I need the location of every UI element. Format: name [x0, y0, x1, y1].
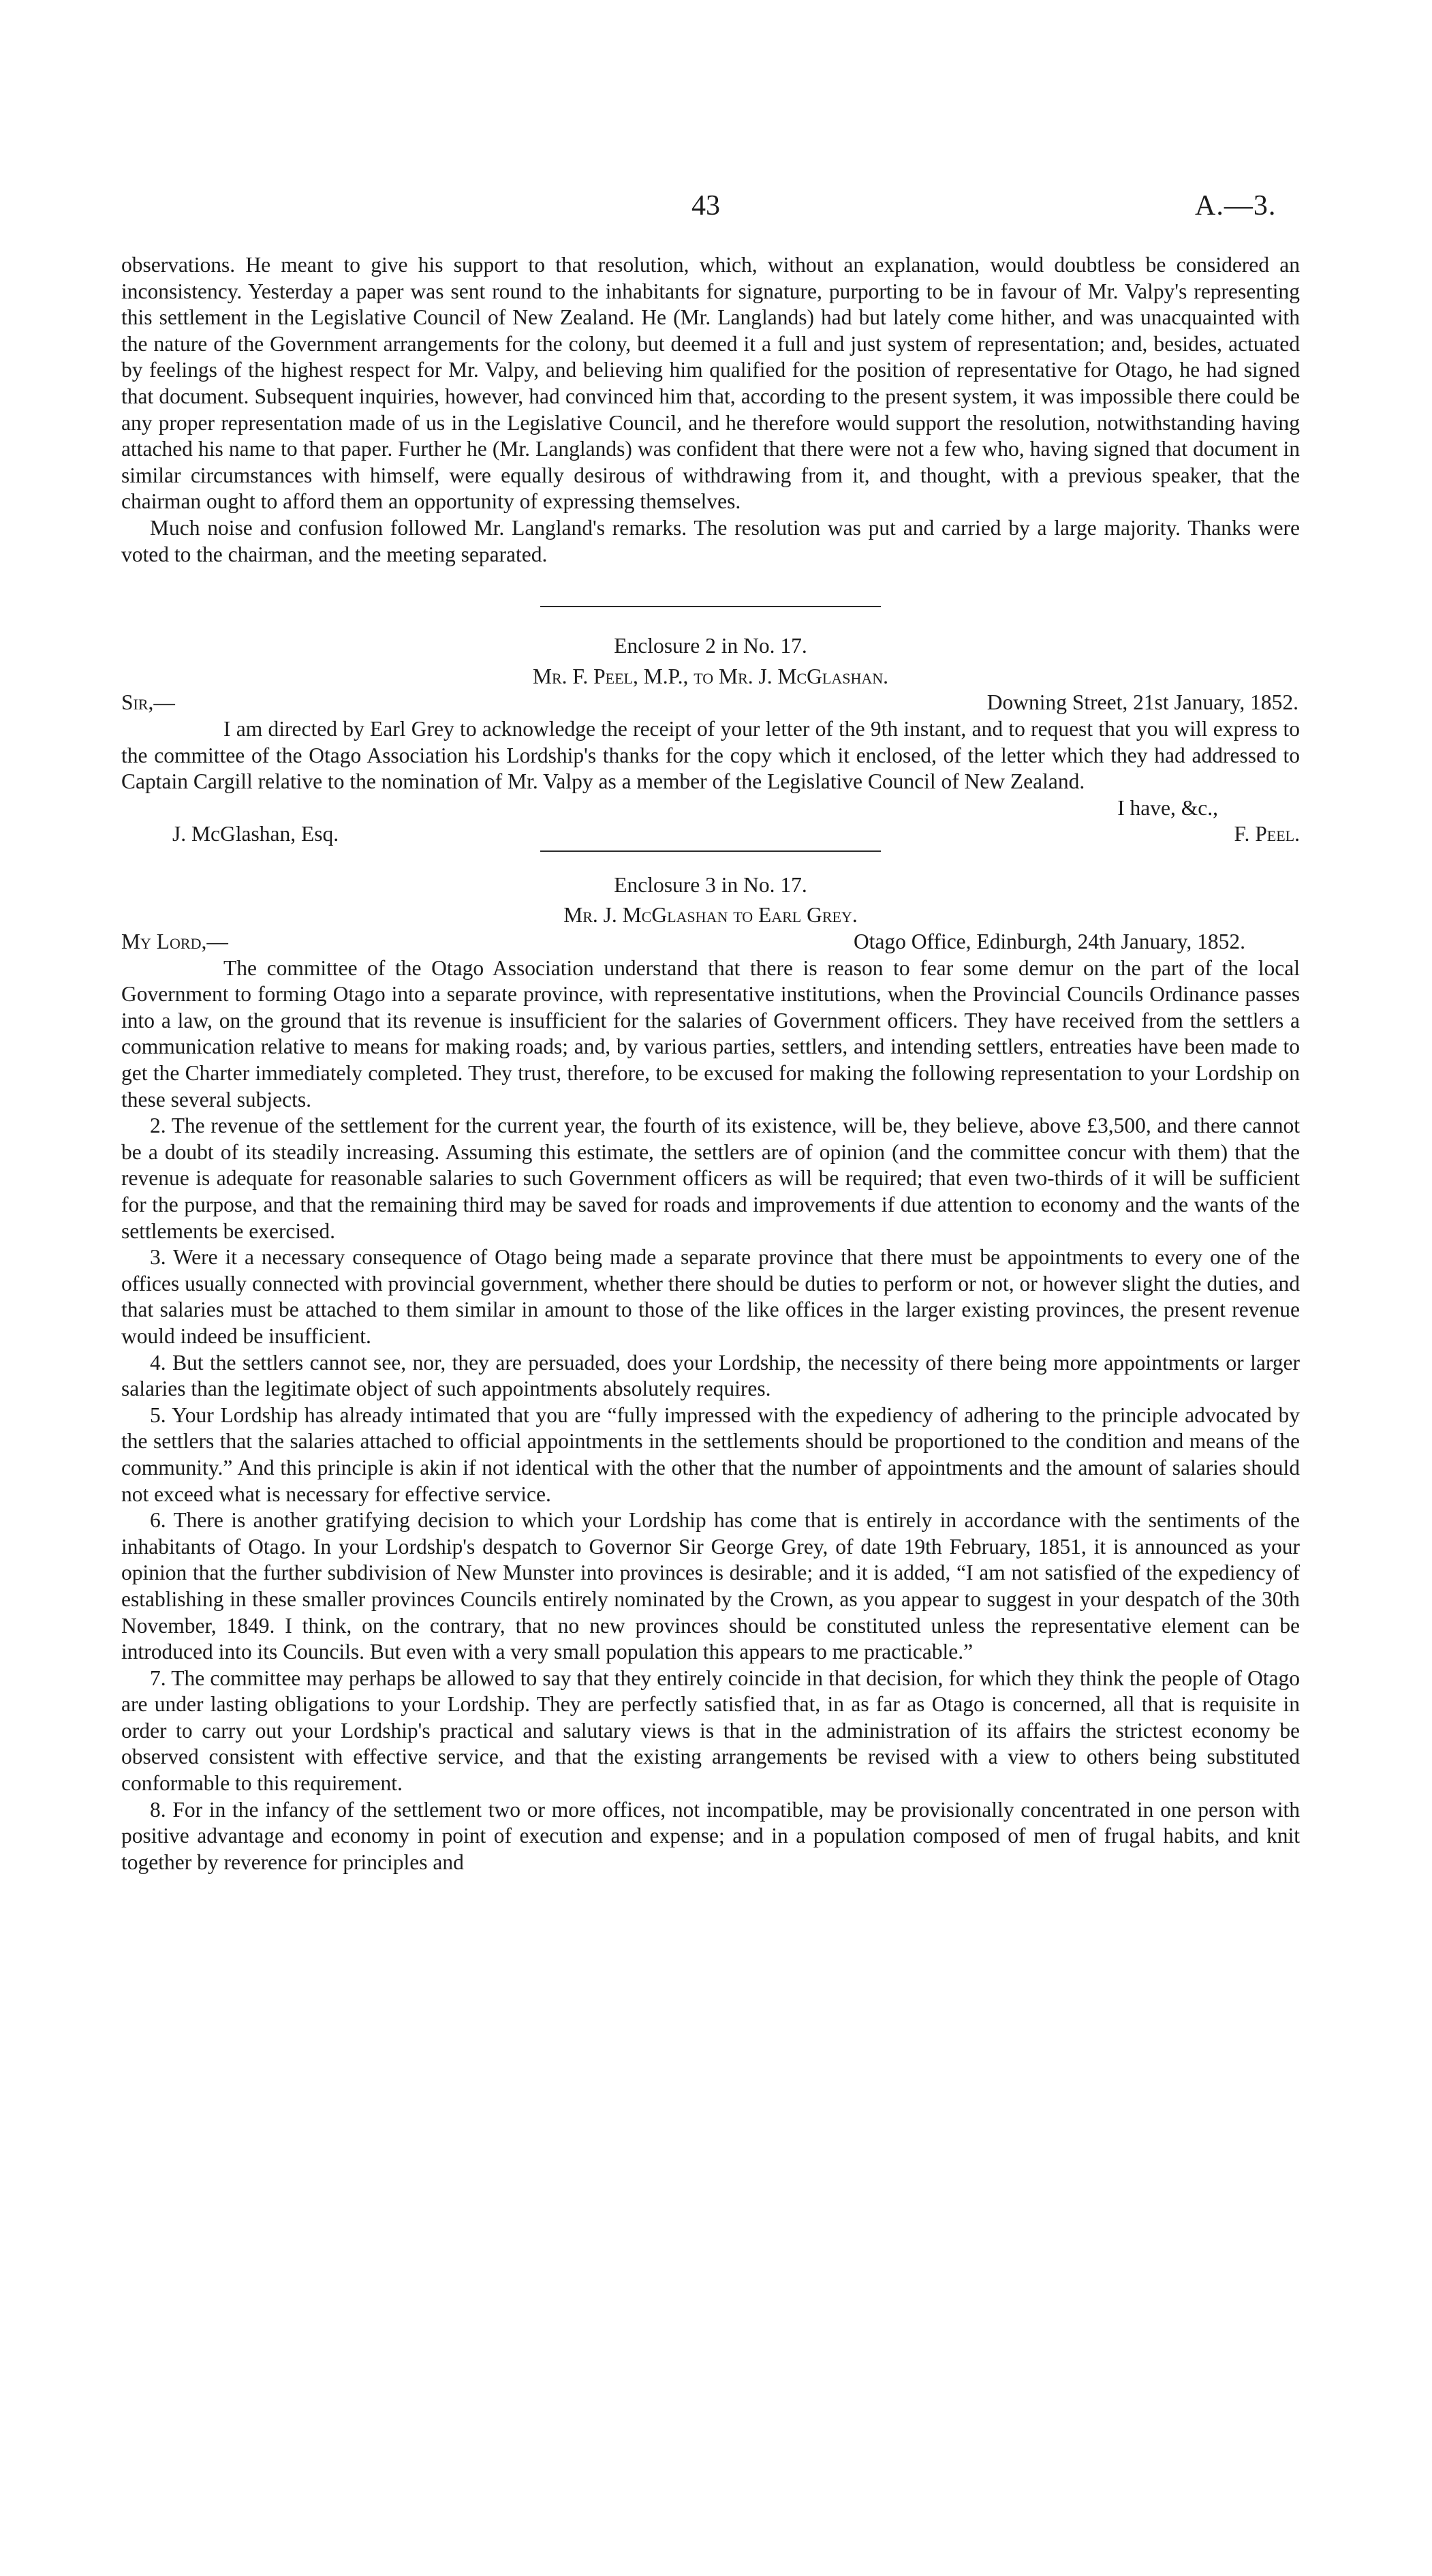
- enclosure-3-paragraph: The committee of the Otago Association understand that there is reason to fear some demur on the part of the local Government to forming Otago into a separate province, with representative institutions, when the Provincial Councils Ordinance passes into a law, on the ground that its revenue is insufficient for the salaries of Government officers. They have received from the settlers a communication relative to means for making roads; and, by various parties, settlers, and intending settlers, entreaties have been made to get the Charter immediately completed. They trust, therefore, to be excused for making the following representation to your Lordship on these several subjects.: [121, 955, 1300, 1111]
- enclosure-2-body: I am directed by Earl Grey to acknowledge the receipt of your letter of the 9th instant, and to request that you will express to the committee of the Otago Association his Lordship's thanks for the copy which it enclosed, of the letter which they had addressed to Captain Cargill relative to the nomination of Mr. Valpy as a member of the Legislative Council of New Zealand.: [121, 716, 1300, 794]
- paragraph-continued: observations. He meant to give his support to that resolution, which, without an explanation, would doubtless be considered an inconsistency. Yesterday a paper was sent round to the inhabitants for signature, purporting to be in favour of Mr. Valpy's representing this settlement in the Legislative Council of New Zealand. He (Mr. Langlands) had but lately come hither, and was unacquainted with the nature of the Government arrangements for the colony, but deemed it a full and just system of representation; and, besides, actuated by feelings of the highest respect for Mr. Valpy, and believing him qualified for the position of representative for Otago, he had signed that document. Subsequent inquiries, however, had convinced him that, according to the present system, it was impossible there could be any proper representation made of us in the Legislative Council, and he therefore would support the resolution, notwithstanding having attached his name to that paper. Further he (Mr. Langlands) was confident that there were not a few who, having signed that document in similar circumstances with himself, were equally desirous of withdrawing from it, and thought, with a previous speaker, that the chairman ought to afford them an opportunity of expressing themselves.: [121, 253, 1300, 514]
- enclosure-3-paragraph: 7. The committee may perhaps be allowed to say that they entirely coincide in that decision, for which they think the people of Otago are under lasting obligations to your Lordship. They are perfectly satisfied that, in as far as Otago is concerned, all that is requisite in order to carry out your Lordship's practical and salutary views is that in the administration of its affairs the strictest economy be observed consistent with effective service, and that the existing arrangements be revised with a view to others being substituted conformable to this requirement.: [121, 1666, 1300, 1796]
- document-reference: A.—3.: [1195, 190, 1277, 221]
- enclosure-3: [121, 872, 1300, 1876]
- enclosure-3-heading-row: [121, 929, 1300, 955]
- enclosure-2-signature: F. Peel.: [1234, 822, 1300, 846]
- paragraph-meeting-close: Much noise and confusion followed Mr. Langland's remarks. The resolution was put and carried by a large majority. Thanks were voted to the chairman, and the meeting separated.: [121, 515, 1300, 566]
- enclosure-3-salutation: My Lord,—: [121, 930, 228, 954]
- enclosure-3-paragraph: 4. But the settlers cannot see, nor, they are persuaded, does your Lordship, the necessity of there being more appointments or larger salaries than the legitimate object of such appointments absolutely requires.: [121, 1350, 1300, 1401]
- enclosure-3-paragraph: 8. For in the infancy of the settlement two or more offices, not incompatible, may be provisionally concentrated in one person with positive advantage and economy in point of execution and expense; and in a population composed of men of frugal habits, and knit together by reverence for principles and: [121, 1797, 1300, 1874]
- enclosure-2-addressee: J. McGlashan, Esq.: [172, 822, 339, 846]
- page-header: [0, 189, 1432, 230]
- enclosure-3-dateline: Otago Office, Edinburgh, 24th January, 1852.: [853, 930, 1245, 954]
- enclosure-3-paragraph: 2. The revenue of the settlement for the current year, the fourth of its existence, will be, they believe, above £3,500, and there cannot be a doubt of its steadily increasing. Assuming this estimate, the settlers are of opinion (and the committee concur with them) that the revenue is adequate for reasonable salaries to such Government officers as will be required; that even two-thirds of it will be sufficient for the purpose, and that the remaining third may be saved for roads and improvements if due attention to economy and the wants of the settlements be exercised.: [121, 1114, 1300, 1243]
- section-divider: [540, 850, 881, 852]
- document-body: [121, 252, 1300, 1875]
- enclosure-3-paragraph: 5. Your Lordship has already intimated that you are “fully impressed with the expediency of adhering to the principle advocated by the settlers that the salaries attached to official appointments in the settlements should be proportioned to the condition and means of the community.” And this principle is akin if not identical with the other that the number of appointments and the amount of salaries should not exceed what is necessary for effective service.: [121, 1402, 1300, 1506]
- enclosure-3-subtitle: Mr. J. McGlashan to Earl Grey.: [563, 903, 858, 927]
- enclosure-2-signoff-row: [121, 821, 1300, 848]
- enclosure-2-dateline: Downing Street, 21st January, 1852.: [986, 690, 1298, 715]
- enclosure-3-paragraph: 3. Were it a necessary consequence of Otago being made a separate province that there must be appointments to every one of the offices usually connected with provincial government, whether there should be duties to perform or not, or however slight the duties, and that salaries must be attached to them similar in amount to those of the like offices in the larger existing provinces, the present revenue would indeed be insufficient.: [121, 1245, 1300, 1348]
- enclosure-3-title: Enclosure 3 in No. 17.: [614, 872, 807, 897]
- enclosure-2-heading-row: [121, 690, 1300, 716]
- enclosure-2: [121, 633, 1300, 848]
- enclosure-2-salutation: Sir,—: [121, 690, 175, 715]
- page-number: 43: [691, 190, 720, 221]
- enclosure-2-title: Enclosure 2 in No. 17.: [614, 634, 807, 658]
- section-divider: [540, 606, 881, 607]
- enclosure-3-paragraph: 6. There is another gratifying decision to which your Lordship has come that is entirely in accordance with the sentiments of the inhabitants of Otago. In your Lordship's despatch to Governor Sir George Grey, of date 19th February, 1851, it is announced as your opinion that the further subdivision of New Munster into provinces is desirable; and it is added, “I am not satisfied of the expediency of establishing in these smaller provinces Councils entirely nominated by the Crown, as you appear to suggest in your despatch of the 30th November, 1849. I think, on the contrary, that no new provinces should be constituted unless the representative element can be introduced into its Councils. But even with a very small population this appears to me practicable.”: [121, 1508, 1300, 1664]
- enclosure-2-closing: I have, &c.,: [1117, 795, 1218, 820]
- enclosure-2-subtitle: Mr. F. Peel, M.P., to Mr. J. McGlashan.: [532, 664, 889, 688]
